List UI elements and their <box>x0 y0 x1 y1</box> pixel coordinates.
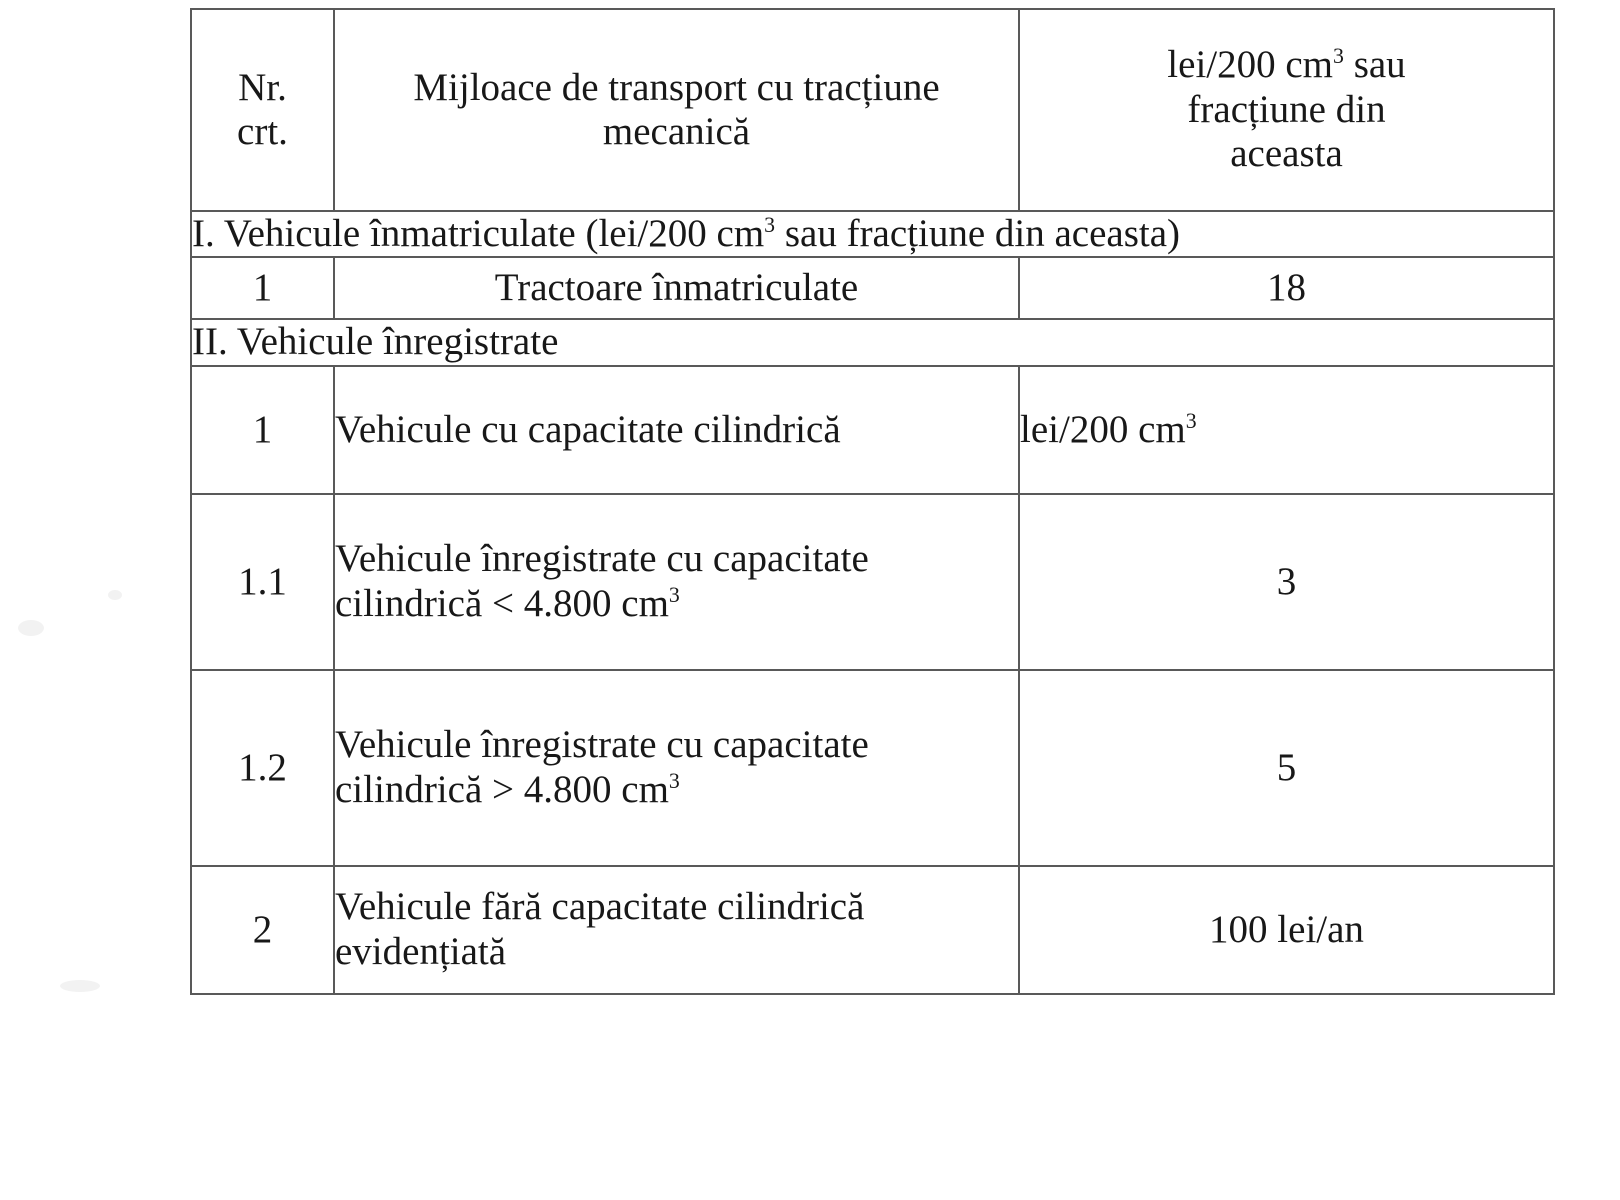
table-row <box>191 366 1554 494</box>
header-nr-crt-line1: Nr. <box>238 65 287 109</box>
section-header-row-I <box>191 211 1554 257</box>
row-value: 100 lei/an <box>1019 866 1554 994</box>
scan-artifact <box>60 980 100 992</box>
row-nr-crt: 1.1 <box>191 494 334 670</box>
header-description-label: Mijloace de transport cu tracțiune mecanică <box>413 65 940 153</box>
row-description: Vehicule cu capacitate cilindrică <box>334 366 1019 494</box>
row-value: 18 <box>1019 257 1554 319</box>
table-row <box>191 670 1554 866</box>
header-cell-nr-crt <box>191 9 334 211</box>
row-description-text: Vehicule înregistrate cu capacitate cilindrică > 4.800 cm <box>335 723 869 811</box>
row-nr-crt: 1 <box>191 257 334 319</box>
header-value-line1-text: lei/200 cm <box>1167 43 1334 87</box>
header-value-superscript: 3 <box>1333 44 1344 69</box>
table-row <box>191 494 1554 670</box>
row-description: Vehicule fără capacitate cilindrică evidențiată <box>334 866 1019 994</box>
row-value: 3 <box>1019 494 1554 670</box>
row-value: 5 <box>1019 670 1554 866</box>
scan-artifact <box>108 590 122 600</box>
header-value-line1-tail: sau <box>1343 43 1406 87</box>
row-value-text: lei/200 cm <box>1020 407 1186 451</box>
row-nr-crt: 2 <box>191 866 334 994</box>
row-nr-crt: 1.2 <box>191 670 334 866</box>
row-description-superscript: 3 <box>668 582 680 607</box>
table-header-row <box>191 9 1554 211</box>
section-I-superscript: 3 <box>764 213 776 237</box>
section-I-title-post: sau fracțiune din aceasta) <box>775 212 1181 255</box>
row-value <box>1019 366 1554 494</box>
vehicle-tax-table <box>190 8 1555 995</box>
section-II-title-pre: II. Vehicule înregistrate <box>192 320 559 364</box>
section-header-row-II <box>191 319 1554 365</box>
header-cell-value <box>1019 9 1554 211</box>
row-description-superscript: 3 <box>668 768 680 793</box>
section-title-I <box>191 211 1554 257</box>
row-nr-crt: 1 <box>191 366 334 494</box>
table-row <box>191 866 1554 994</box>
header-nr-crt-line2: crt. <box>237 110 288 153</box>
section-title-II <box>191 319 1554 365</box>
section-I-title-pre: I. Vehicule înmatriculate (lei/200 cm <box>192 212 765 255</box>
row-value-superscript: 3 <box>1185 408 1197 433</box>
header-cell-description <box>334 9 1019 211</box>
header-value-line1 <box>1020 43 1553 87</box>
row-description <box>334 494 1019 670</box>
row-description <box>334 670 1019 866</box>
row-description-text: Vehicule înregistrate cu capacitate cilindrică < 4.800 cm <box>335 537 869 625</box>
header-value-line3: aceasta <box>1230 132 1343 176</box>
table-row <box>191 257 1554 319</box>
scan-artifact <box>18 620 44 636</box>
header-value-line2: fracțiune din <box>1187 87 1386 131</box>
row-description: Tractoare înmatriculate <box>334 257 1019 319</box>
